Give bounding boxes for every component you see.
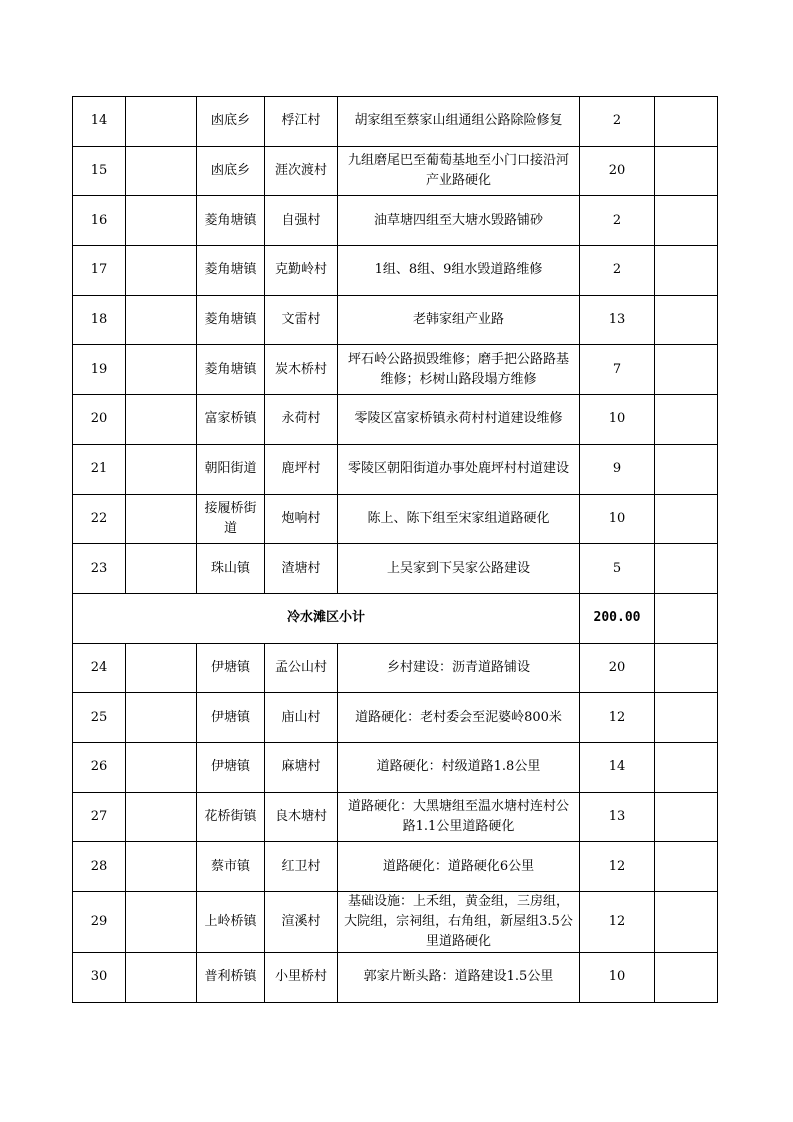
amount-cell: 9 [580, 444, 655, 494]
remark-cell [655, 295, 718, 345]
remark-cell [655, 444, 718, 494]
blank-cell [126, 742, 197, 792]
row-number: 28 [73, 842, 126, 892]
table-row [73, 953, 718, 1003]
blank-cell [126, 246, 197, 296]
table-row [73, 892, 718, 953]
town-cell: 花桥街镇 [197, 792, 265, 842]
town-cell: 凼底乡 [197, 97, 265, 147]
remark-cell [655, 97, 718, 147]
funding-table [72, 96, 718, 1003]
table-row [73, 742, 718, 792]
remark-cell [655, 892, 718, 953]
project-cell: 道路硬化：道路硬化6公里 [338, 842, 580, 892]
town-cell: 菱角塘镇 [197, 295, 265, 345]
row-number: 29 [73, 892, 126, 953]
blank-cell [126, 345, 197, 395]
town-cell: 菱角塘镇 [197, 196, 265, 246]
blank-cell [126, 892, 197, 953]
amount-cell: 7 [580, 345, 655, 395]
table-body [73, 97, 718, 1003]
town-cell: 蔡市镇 [197, 842, 265, 892]
blank-cell [126, 97, 197, 147]
remark-cell [655, 146, 718, 196]
project-cell: 零陵区富家桥镇永荷村村道建设维修 [338, 395, 580, 445]
amount-cell: 12 [580, 842, 655, 892]
project-cell: 基础设施：上禾组，黄金组，三房组，大院组，宗祠组，右角组，新屋组3.5公里道路硬化 [338, 892, 580, 953]
blank-cell [126, 494, 197, 544]
village-cell: 红卫村 [265, 842, 338, 892]
project-cell: 1组、8组、9组水毁道路维修 [338, 246, 580, 296]
remark-cell [655, 395, 718, 445]
amount-cell: 2 [580, 246, 655, 296]
village-cell: 永荷村 [265, 395, 338, 445]
amount-cell: 13 [580, 295, 655, 345]
project-cell: 道路硬化：村级道路1.8公里 [338, 742, 580, 792]
village-cell: 孟公山村 [265, 643, 338, 693]
project-cell: 坪石岭公路损毁维修；磨手把公路路基维修；杉树山路段塌方维修 [338, 345, 580, 395]
subtotal-label: 冷水滩区小计 [73, 593, 580, 643]
table-row [73, 295, 718, 345]
project-cell: 油草塘四组至大塘水毁路铺砂 [338, 196, 580, 246]
table-row [73, 444, 718, 494]
village-cell: 小里桥村 [265, 953, 338, 1003]
remark-cell [655, 246, 718, 296]
table-row [73, 246, 718, 296]
village-cell: 炭木桥村 [265, 345, 338, 395]
blank-cell [126, 544, 197, 594]
remark-cell [655, 345, 718, 395]
town-cell: 伊塘镇 [197, 643, 265, 693]
amount-cell: 10 [580, 494, 655, 544]
town-cell: 普利桥镇 [197, 953, 265, 1003]
town-cell: 伊塘镇 [197, 693, 265, 743]
blank-cell [126, 395, 197, 445]
blank-cell [126, 792, 197, 842]
remark-cell [655, 693, 718, 743]
amount-cell: 10 [580, 395, 655, 445]
remark-cell [655, 842, 718, 892]
village-cell: 良木塘村 [265, 792, 338, 842]
row-number: 14 [73, 97, 126, 147]
project-cell: 上吴家到下吴家公路建设 [338, 544, 580, 594]
blank-cell [126, 693, 197, 743]
blank-cell [126, 444, 197, 494]
row-number: 19 [73, 345, 126, 395]
amount-cell: 20 [580, 643, 655, 693]
row-number: 20 [73, 395, 126, 445]
row-number: 25 [73, 693, 126, 743]
village-cell: 自强村 [265, 196, 338, 246]
row-number: 15 [73, 146, 126, 196]
subtotal-row [73, 593, 718, 643]
town-cell: 伊塘镇 [197, 742, 265, 792]
project-cell: 九组磨尾巴至葡萄基地至小门口接沿河产业路硬化 [338, 146, 580, 196]
remark-cell [655, 494, 718, 544]
row-number: 30 [73, 953, 126, 1003]
table-row [73, 345, 718, 395]
amount-cell: 5 [580, 544, 655, 594]
project-cell: 老韩家组产业路 [338, 295, 580, 345]
amount-cell: 12 [580, 892, 655, 953]
amount-cell: 13 [580, 792, 655, 842]
row-number: 22 [73, 494, 126, 544]
table-row [73, 97, 718, 147]
remark-cell [655, 742, 718, 792]
row-number: 18 [73, 295, 126, 345]
blank-cell [126, 953, 197, 1003]
blank-cell [126, 196, 197, 246]
table-row [73, 494, 718, 544]
table-row [73, 196, 718, 246]
blank-cell [126, 295, 197, 345]
village-cell: 鹿坪村 [265, 444, 338, 494]
project-cell: 道路硬化：大黑塘组至温水塘村连村公路1.1公里道路硬化 [338, 792, 580, 842]
town-cell: 凼底乡 [197, 146, 265, 196]
village-cell: 文雷村 [265, 295, 338, 345]
table-row [73, 544, 718, 594]
remark-cell [655, 196, 718, 246]
project-cell: 胡家组至蔡家山组通组公路除险修复 [338, 97, 580, 147]
amount-cell: 20 [580, 146, 655, 196]
town-cell: 富家桥镇 [197, 395, 265, 445]
town-cell: 菱角塘镇 [197, 246, 265, 296]
project-cell: 郭家片断头路：道路建设1.5公里 [338, 953, 580, 1003]
table-row [73, 792, 718, 842]
subtotal-remark-cell [655, 593, 718, 643]
row-number: 16 [73, 196, 126, 246]
row-number: 17 [73, 246, 126, 296]
amount-cell: 12 [580, 693, 655, 743]
town-cell: 菱角塘镇 [197, 345, 265, 395]
remark-cell [655, 544, 718, 594]
town-cell: 珠山镇 [197, 544, 265, 594]
remark-cell [655, 643, 718, 693]
table-row [73, 643, 718, 693]
amount-cell: 14 [580, 742, 655, 792]
row-number: 27 [73, 792, 126, 842]
amount-cell: 2 [580, 97, 655, 147]
table-row [73, 693, 718, 743]
town-cell: 接履桥街道 [197, 494, 265, 544]
project-cell: 零陵区朝阳街道办事处鹿坪村村道建设 [338, 444, 580, 494]
project-cell: 陈上、陈下组至宋家组道路硬化 [338, 494, 580, 544]
village-cell: 庙山村 [265, 693, 338, 743]
row-number: 23 [73, 544, 126, 594]
row-number: 21 [73, 444, 126, 494]
village-cell: 炮响村 [265, 494, 338, 544]
village-cell: 渣塘村 [265, 544, 338, 594]
village-cell: 渲溪村 [265, 892, 338, 953]
amount-cell: 10 [580, 953, 655, 1003]
blank-cell [126, 146, 197, 196]
village-cell: 涯次渡村 [265, 146, 338, 196]
village-cell: 桴江村 [265, 97, 338, 147]
project-cell: 乡村建设：沥青道路铺设 [338, 643, 580, 693]
village-cell: 麻塘村 [265, 742, 338, 792]
blank-cell [126, 643, 197, 693]
project-cell: 道路硬化：老村委会至泥婆岭800米 [338, 693, 580, 743]
table-row [73, 395, 718, 445]
town-cell: 朝阳街道 [197, 444, 265, 494]
blank-cell [126, 842, 197, 892]
row-number: 26 [73, 742, 126, 792]
village-cell: 克勤岭村 [265, 246, 338, 296]
row-number: 24 [73, 643, 126, 693]
town-cell: 上岭桥镇 [197, 892, 265, 953]
table-row [73, 842, 718, 892]
amount-cell: 2 [580, 196, 655, 246]
subtotal-amount: 200.00 [580, 593, 655, 643]
table-row [73, 146, 718, 196]
remark-cell [655, 953, 718, 1003]
remark-cell [655, 792, 718, 842]
